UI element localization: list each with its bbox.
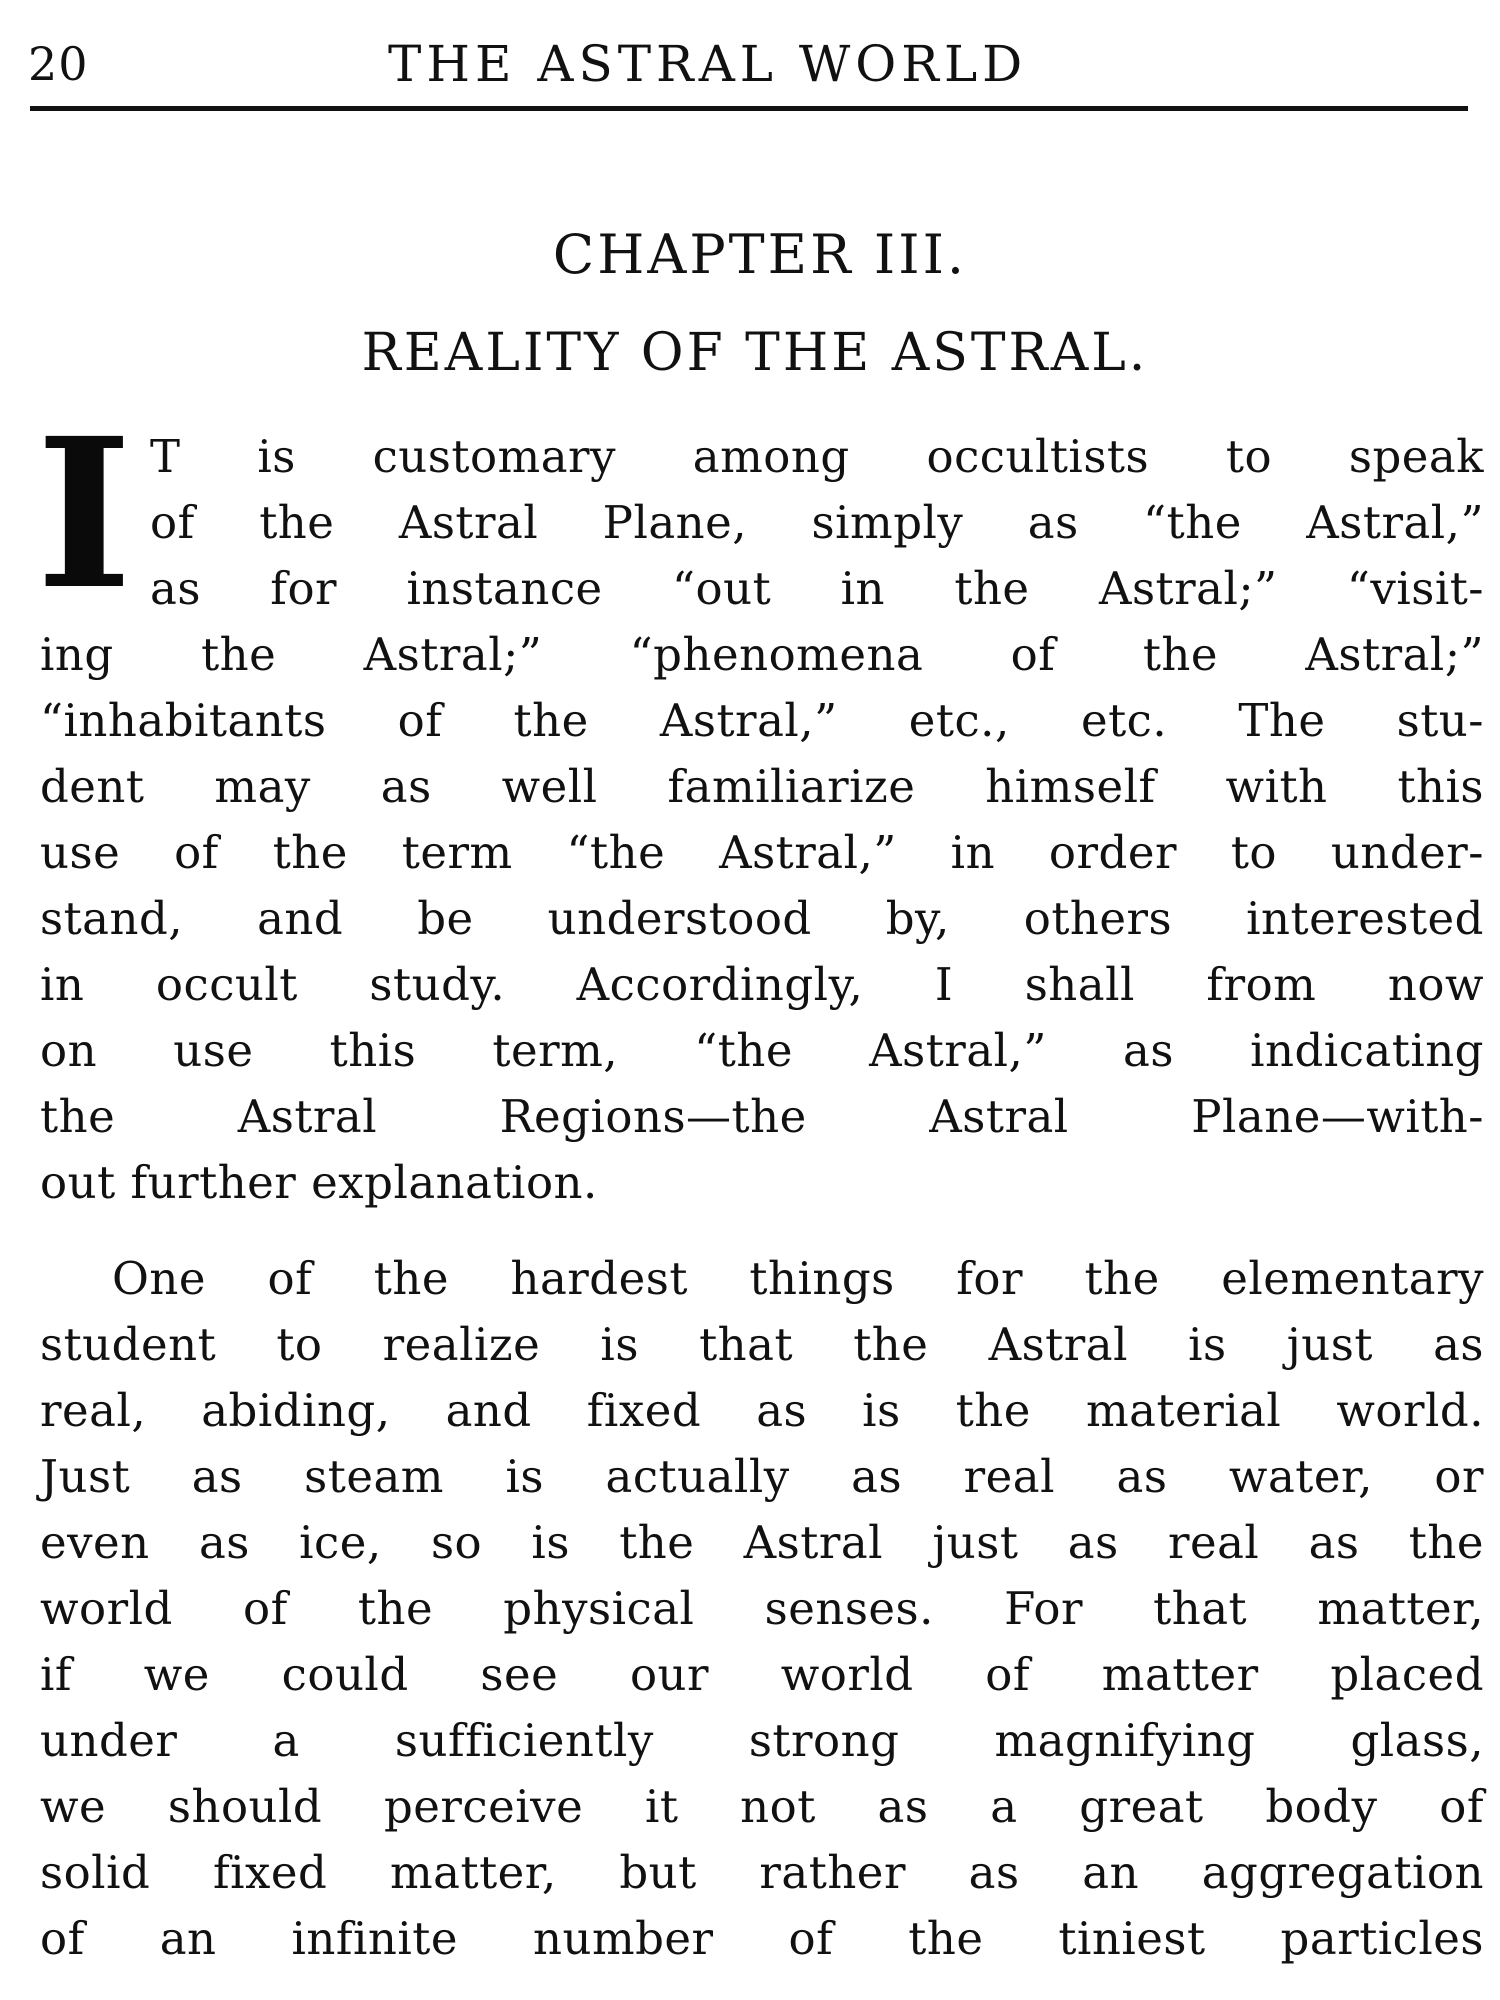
- text-line: world of the physical senses. For that matter,: [40, 1582, 1484, 1635]
- text-line: as for instance “out in the Astral;” “visit-: [150, 562, 1484, 615]
- header-rule: [30, 106, 1468, 111]
- text-line: we should perceive it not as a great body of: [40, 1780, 1484, 1833]
- text-line: on use this term, “the Astral,” as indicating: [40, 1024, 1484, 1077]
- text-line: if we could see our world of matter placed: [40, 1648, 1484, 1701]
- text-line: ing the Astral;” “phenomena of the Astral;”: [40, 628, 1484, 681]
- text-line: student to realize is that the Astral is just as: [40, 1318, 1484, 1371]
- chapter-number: CHAPTER III.: [552, 223, 968, 286]
- text-line: use of the term “the Astral,” in order to under-: [40, 826, 1484, 879]
- text-line: dent may as well familiarize himself with this: [40, 760, 1484, 813]
- running-title: THE ASTRAL WORLD: [388, 35, 1028, 93]
- page-number: 20: [28, 37, 89, 91]
- drop-cap: I: [36, 393, 133, 635]
- text-line: out further explanation.: [40, 1156, 598, 1209]
- text-line: solid fixed matter, but rather as an aggregation: [40, 1846, 1484, 1899]
- text-line: T is customary among occultists to speak: [150, 430, 1484, 483]
- text-line: the Astral Regions—the Astral Plane—with-: [40, 1090, 1484, 1143]
- text-line: of the Astral Plane, simply as “the Astral,”: [150, 496, 1484, 549]
- text-line: of an infinite number of the tiniest particles: [40, 1912, 1484, 1965]
- text-line: under a sufficiently strong magnifying glass,: [40, 1714, 1484, 1767]
- text-line: “inhabitants of the Astral,” etc., etc. The stu-: [40, 694, 1484, 747]
- text-line: even as ice, so is the Astral just as real as the: [40, 1516, 1484, 1569]
- text-line: stand, and be understood by, others interested: [40, 892, 1484, 945]
- text-line: Just as steam is actually as real as water, or: [40, 1450, 1484, 1503]
- text-line: in occult study. Accordingly, I shall from now: [40, 958, 1484, 1011]
- running-head: [28, 34, 1468, 94]
- chapter-title: REALITY OF THE ASTRAL.: [361, 323, 1149, 383]
- text-line: One of the hardest things for the elementary: [112, 1252, 1484, 1305]
- text-line: real, abiding, and fixed as is the material world.: [40, 1384, 1484, 1437]
